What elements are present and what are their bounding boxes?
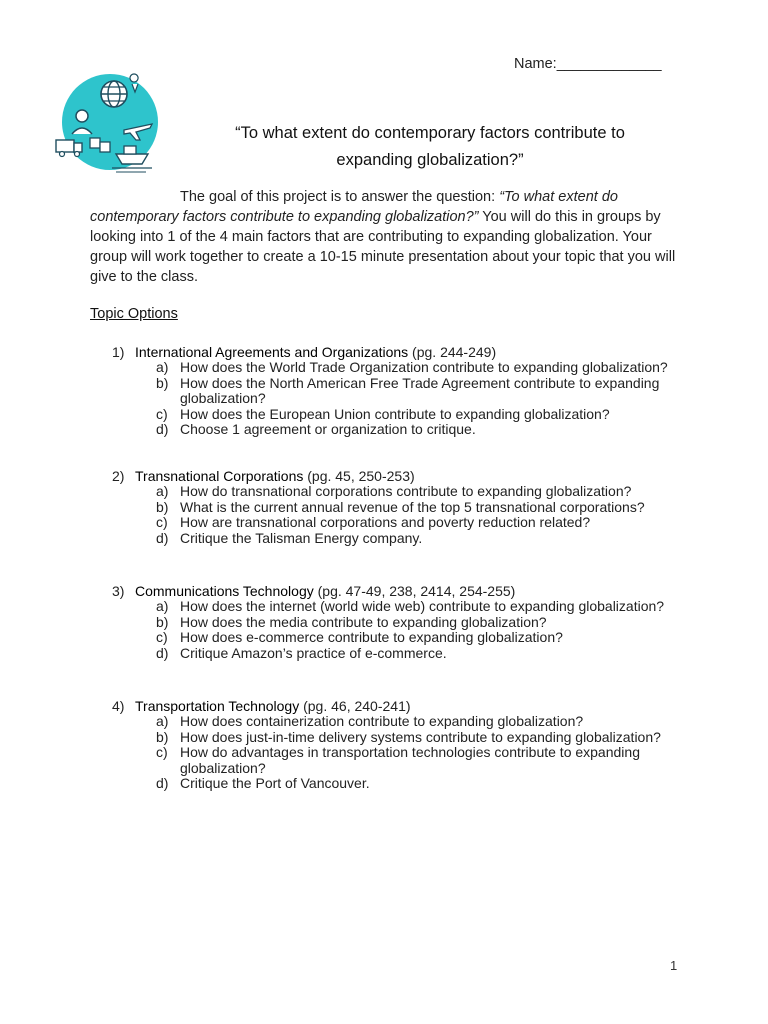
- question-letter: a): [156, 483, 169, 499]
- topic-pages: (pg. 46, 240-241): [299, 698, 411, 714]
- topic-list: [90, 344, 710, 818]
- topic-pages: (pg. 45, 250-253): [303, 468, 415, 484]
- topic-header: [90, 344, 710, 360]
- question-text: How does the media contribute to expanding globalization?: [180, 613, 547, 630]
- topic-pages: (pg. 47-49, 238, 2414, 254-255): [313, 583, 516, 599]
- question-item: [90, 407, 710, 423]
- question-item: [90, 776, 710, 792]
- topic-title: [135, 583, 515, 599]
- title-line-2: expanding globalization?”: [336, 151, 524, 169]
- question-text: How does the European Union contribute to expanding globalization?: [180, 405, 610, 422]
- question-text: What is the current annual revenue of the top 5 transnational corporations?: [180, 498, 645, 515]
- intro-rest: You will do this in groups by looking into 1 of the 4 main factors that are contributing to expanding globalization. Your group will work together to create a 10-15 minute presentation about your topic that you will give to the class.: [90, 209, 676, 285]
- topic-options-heading: Topic Options: [90, 306, 178, 322]
- question-text: How does the internet (world wide web) contribute to expanding globalization?: [180, 598, 665, 614]
- topic-number: 3): [112, 583, 125, 599]
- question-text: Critique Amazon’s practice of e-commerce.: [180, 644, 447, 661]
- question-item: [90, 730, 710, 746]
- topic-title-text: Transnational Corporations: [135, 468, 304, 484]
- question-letter: c): [156, 629, 168, 645]
- question-letter: b): [156, 498, 169, 515]
- question-letter: b): [156, 613, 169, 630]
- topic-title: [135, 698, 411, 714]
- topic-number: 1): [112, 344, 125, 360]
- question-letter: d): [156, 775, 169, 791]
- topic-number: 4): [112, 698, 125, 714]
- question-item: [90, 484, 710, 500]
- topic-header: [90, 698, 710, 714]
- question-text: How do transnational corporations contribute to expanding globalization?: [180, 483, 632, 499]
- question-letter: c): [156, 514, 168, 530]
- question-item: [90, 714, 710, 730]
- question-item: [90, 745, 710, 776]
- topic-header: [90, 583, 710, 599]
- question-letter: c): [156, 405, 168, 422]
- question-item: [90, 531, 710, 547]
- question-letter: d): [156, 421, 169, 437]
- topic-pages: (pg. 244-249): [408, 344, 497, 360]
- question-text: Choose 1 agreement or organization to critique.: [180, 421, 476, 437]
- topic-item: [90, 468, 710, 583]
- question-text: How does just-in-time delivery systems contribute to expanding globalization?: [180, 728, 661, 745]
- topic-header: [90, 468, 710, 484]
- question-text: How does e-commerce contribute to expanding globalization?: [180, 629, 563, 645]
- question-letter: a): [156, 598, 169, 614]
- intro-question: “To what extent do contemporary factors contribute to expanding globalization?”: [90, 189, 618, 225]
- question-text: Critique the Talisman Energy company.: [180, 529, 423, 546]
- question-letter: c): [156, 744, 168, 760]
- question-text: How do advantages in transportation technologies contribute to expanding globalization?: [180, 744, 640, 776]
- question-item: [90, 500, 710, 516]
- globalization-illustration-icon: [52, 68, 164, 180]
- question-text: How does containerization contribute to expanding globalization?: [180, 713, 584, 729]
- topic-title-text: Transportation Technology: [135, 698, 300, 714]
- question-item: [90, 360, 710, 376]
- topic-item: [90, 698, 710, 818]
- question-letter: d): [156, 529, 169, 546]
- question-item: [90, 615, 710, 631]
- question-item: [90, 599, 710, 615]
- question-letter: d): [156, 644, 169, 661]
- title-line-1: “To what extent do contemporary factors contribute to: [235, 124, 625, 142]
- question-item: [90, 376, 710, 407]
- question-text: How does the North American Free Trade Agreement contribute to expanding globalization?: [180, 374, 660, 406]
- question-letter: a): [156, 713, 169, 729]
- topic-title-text: Communications Technology: [135, 583, 314, 599]
- topic-item: [90, 344, 710, 468]
- page-title: [180, 120, 680, 174]
- question-item: [90, 630, 710, 646]
- question-text: How does the World Trade Organization contribute to expanding globalization?: [180, 359, 668, 375]
- intro-lead: The goal of this project is to answer the question:: [180, 189, 500, 205]
- question-item: [90, 515, 710, 531]
- question-text: How are transnational corporations and poverty reduction related?: [180, 514, 591, 530]
- question-text: Critique the Port of Vancouver.: [180, 775, 370, 791]
- topic-title: [135, 344, 496, 360]
- question-item: [90, 422, 710, 438]
- topic-item: [90, 583, 710, 698]
- topic-title: [135, 468, 415, 484]
- question-item: [90, 646, 710, 662]
- question-letter: b): [156, 374, 169, 391]
- name-field-line: Name:_____________: [514, 56, 662, 72]
- topic-number: 2): [112, 468, 125, 484]
- topic-title-text: International Agreements and Organizations: [135, 344, 409, 360]
- question-letter: a): [156, 359, 169, 375]
- question-letter: b): [156, 728, 169, 745]
- page-number: 1: [670, 958, 678, 973]
- intro-paragraph: [90, 187, 690, 287]
